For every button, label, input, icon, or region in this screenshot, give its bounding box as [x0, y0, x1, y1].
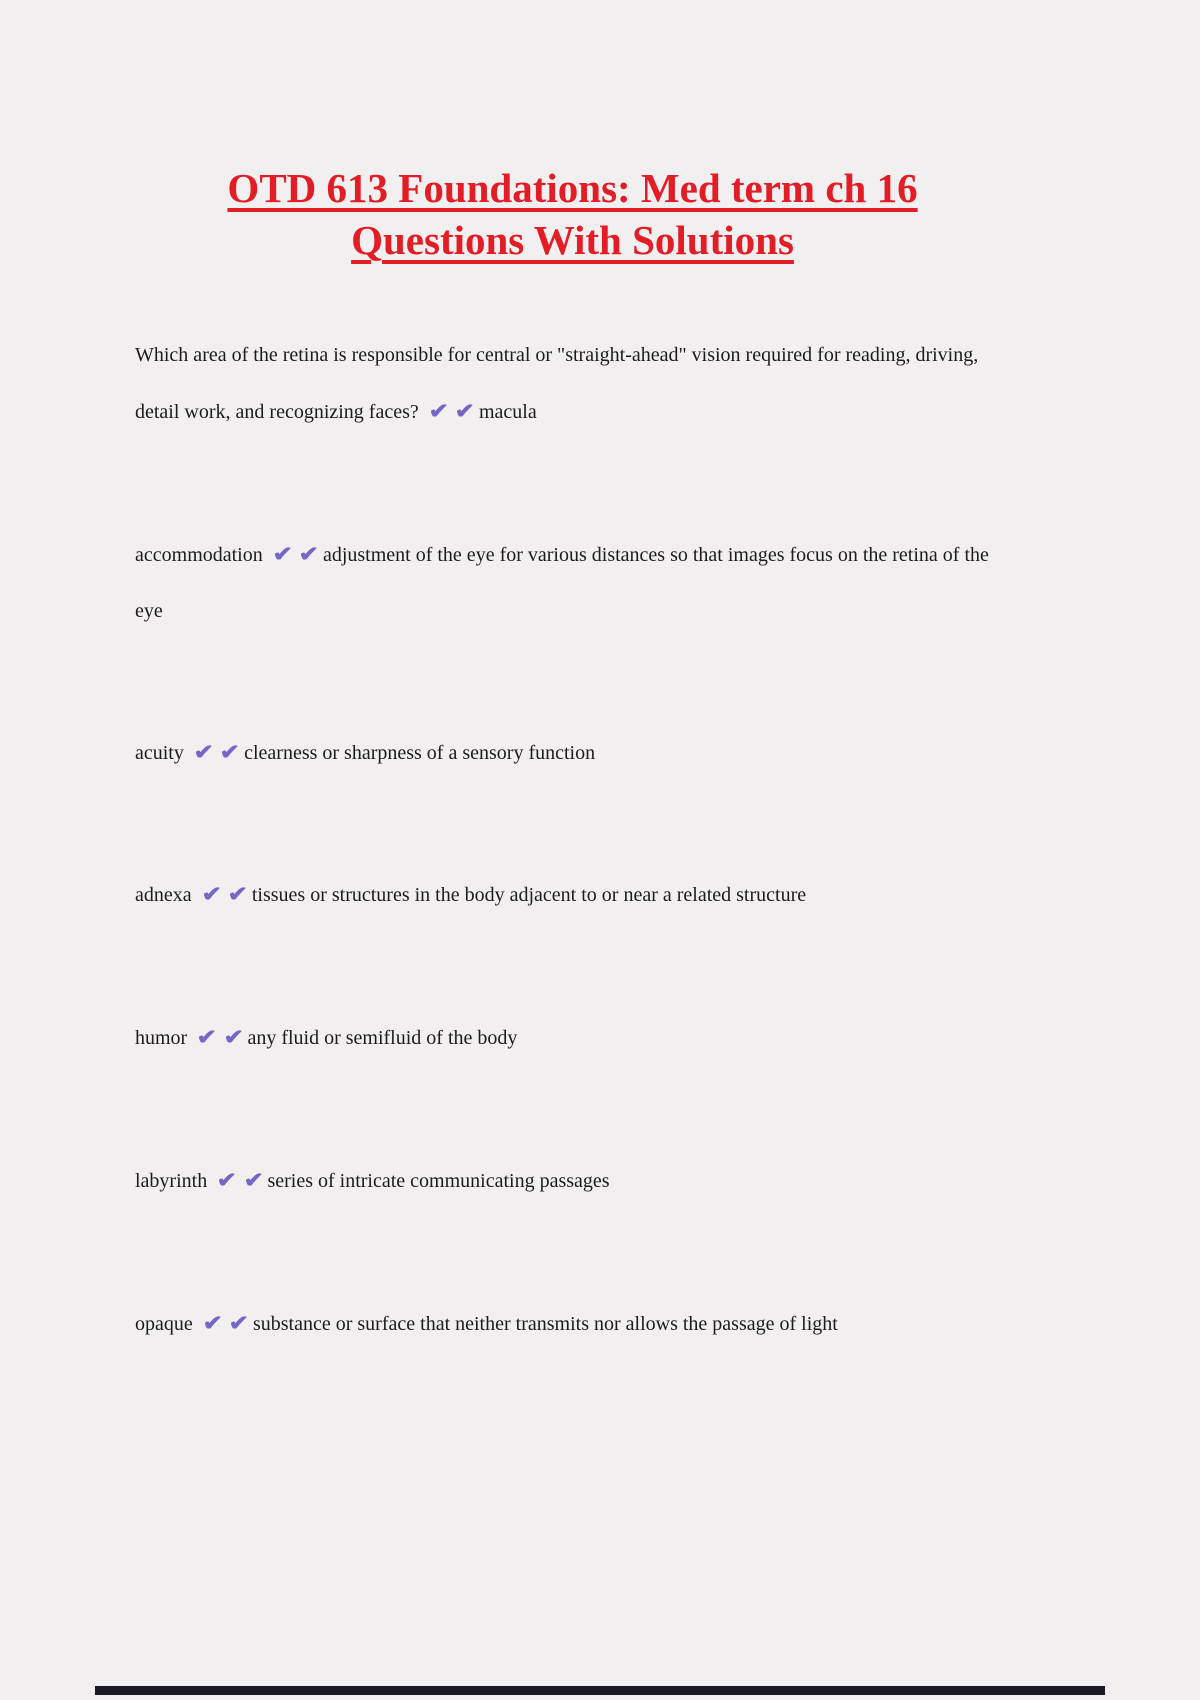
qa-definition: clearness or sharpness of a sensory function — [244, 741, 596, 764]
qa-term: adnexa — [135, 884, 192, 907]
checkmark-icon: ✔ — [220, 739, 241, 764]
qa-term: Which area of the retina is responsible for central or "straight-ahead" vision required for reading, driving, detail work, and recognizing faces? — [135, 344, 979, 424]
page-title-line-2: Questions With Solutions — [351, 217, 794, 264]
checkmark-icon: ✔ — [201, 882, 222, 907]
checkmark-icon: ✔ — [227, 882, 249, 907]
checkmark-icon: ✔ — [272, 541, 293, 566]
qa-definition: tissues or structures in the body adjacent to or near a related structure — [251, 884, 807, 907]
checkmark-icon: ✔ — [428, 399, 449, 424]
document-page — [135, 0, 1010, 1437]
qa-term: acuity — [135, 741, 184, 764]
checkmark-icon: ✔ — [216, 1167, 238, 1192]
page-title — [135, 162, 1010, 266]
qa-item — [135, 1152, 1010, 1210]
qa-list — [135, 328, 1010, 1352]
qa-definition: series of intricate communicating passages — [267, 1169, 610, 1192]
qa-item — [135, 1295, 1010, 1353]
qa-item — [135, 724, 1010, 782]
checkmark-icon: ✔ — [223, 1025, 244, 1050]
qa-definition: substance or surface that neither transmits nor allows the passage of light — [252, 1312, 838, 1335]
qa-item — [135, 1009, 1010, 1067]
checkmark-icon: ✔ — [455, 399, 476, 424]
qa-definition: any fluid or semifluid of the body — [247, 1027, 518, 1050]
qa-term: humor — [135, 1027, 188, 1050]
checkmark-icon: ✔ — [193, 739, 214, 764]
qa-term: accommodation — [135, 543, 263, 566]
checkmark-icon: ✔ — [202, 1310, 223, 1335]
checkmark-icon: ✔ — [243, 1167, 264, 1192]
qa-definition: adjustment of the eye for various distances so that images focus on the retina of the eye — [135, 543, 989, 622]
qa-item — [135, 866, 1010, 924]
qa-term: opaque — [135, 1312, 193, 1335]
checkmark-icon: ✔ — [299, 541, 320, 566]
checkmark-icon: ✔ — [196, 1025, 218, 1050]
qa-term: labyrinth — [135, 1169, 208, 1192]
footer-bar — [95, 1686, 1105, 1695]
page-title-line-1: OTD 613 Foundations: Med term ch 16 — [227, 165, 918, 211]
qa-item — [135, 526, 1010, 639]
checkmark-icon: ✔ — [229, 1310, 250, 1335]
qa-definition: macula — [478, 401, 537, 424]
qa-item — [135, 328, 1010, 441]
